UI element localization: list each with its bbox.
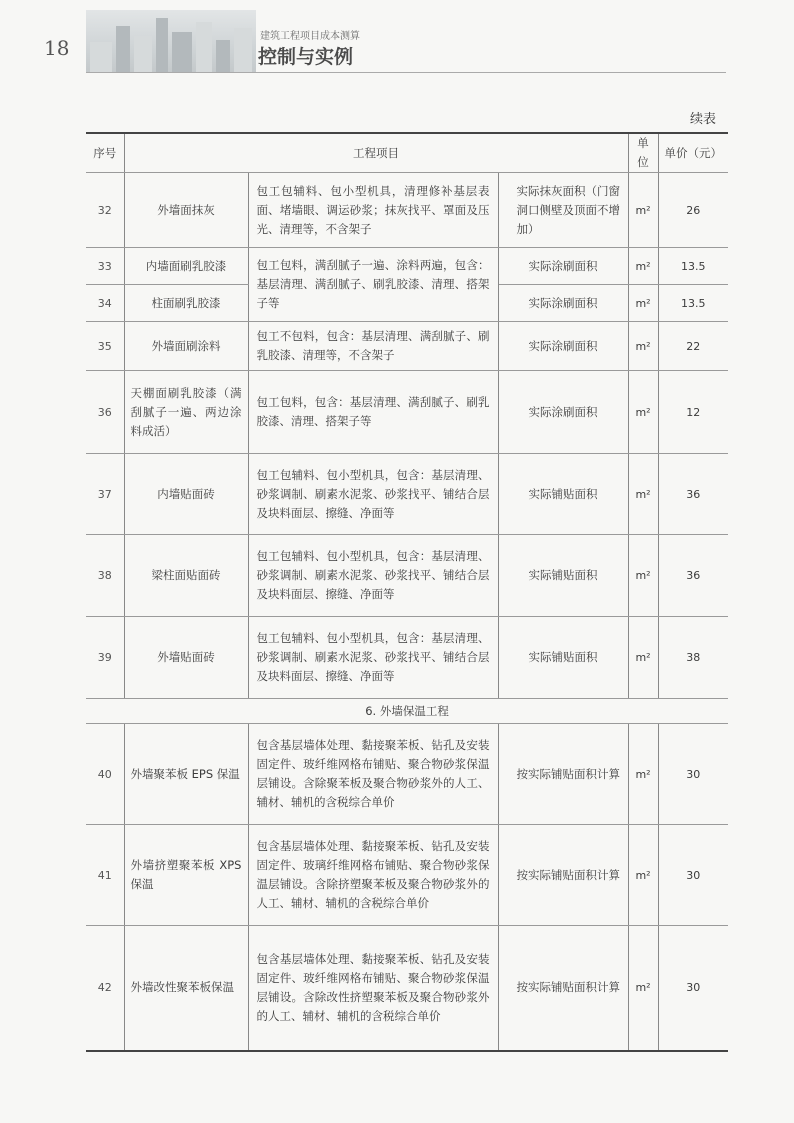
row-price: 22: [658, 322, 728, 371]
row-no: 42: [86, 926, 124, 1051]
row-content: 包工不包料，包含：基层清理、满刮腻子、刷乳胶漆、清理等，不含架子: [248, 322, 498, 371]
row-name: 外墙面刷涂料: [124, 322, 248, 371]
row-unit: m²: [628, 248, 658, 285]
table-row: [86, 825, 728, 926]
row-price: 38: [658, 617, 728, 699]
row-unit: m²: [628, 825, 658, 926]
row-name: 外墙改性聚苯板保温: [124, 926, 248, 1051]
row-quantity-rule: 按实际铺贴面积计算: [498, 825, 628, 926]
row-no: 38: [86, 535, 124, 617]
row-price: 30: [658, 825, 728, 926]
cost-table: [86, 132, 728, 1052]
table-row: [86, 248, 728, 285]
row-quantity-rule: 实际铺贴面积: [498, 617, 628, 699]
row-quantity-rule: 实际涂刷面积: [498, 322, 628, 371]
section-title: 6. 外墙保温工程: [86, 699, 728, 724]
row-price: 13.5: [658, 248, 728, 285]
row-unit: m²: [628, 724, 658, 825]
row-price: 12: [658, 371, 728, 454]
row-no: 37: [86, 454, 124, 535]
row-no: 34: [86, 285, 124, 322]
row-name: 外墙挤塑聚苯板 XPS 保温: [124, 825, 248, 926]
row-content: 包含基层墙体处理、黏接聚苯板、钻孔及安装固定件、玻纤维网格布铺贴、聚合物砂浆保温层铺设。含除改性挤塑聚苯板及聚合物砂浆外的人工、辅材、辅机的含税综合单价: [248, 926, 498, 1051]
row-content: 包工包辅料、包小型机具，清理修补基层表面、堵墙眼、调运砂浆；抹灰找平、罩面及压光、清理等，不含架子: [248, 173, 498, 248]
row-content: 包工包辅料、包小型机具，包含：基层清理、砂浆调制、刷素水泥浆、砂浆找平、铺结合层及块料面层、擦缝、净面等: [248, 535, 498, 617]
row-name: 外墙贴面砖: [124, 617, 248, 699]
table-row: [86, 926, 728, 1051]
row-name: 柱面刷乳胶漆: [124, 285, 248, 322]
row-name: 天棚面刷乳胶漆（满刮腻子一遍、两边涂料成活）: [124, 371, 248, 454]
row-name: 外墙面抹灰: [124, 173, 248, 248]
header-divider: [86, 72, 726, 73]
table-row: [86, 454, 728, 535]
header-banner-image: [86, 10, 256, 72]
col-header-item: 工程项目: [124, 133, 628, 173]
row-price: 13.5: [658, 285, 728, 322]
row-no: 41: [86, 825, 124, 926]
row-name: 内墙面刷乳胶漆: [124, 248, 248, 285]
row-unit: m²: [628, 617, 658, 699]
row-quantity-rule: 按实际铺贴面积计算: [498, 926, 628, 1051]
row-no: 36: [86, 371, 124, 454]
row-unit: m²: [628, 173, 658, 248]
row-unit: m²: [628, 454, 658, 535]
table-row: [86, 535, 728, 617]
table-row: [86, 371, 728, 454]
row-price: 36: [658, 535, 728, 617]
row-unit: m²: [628, 926, 658, 1051]
series-title: 建筑工程项目成本测算: [260, 31, 360, 42]
continued-label: 续表: [689, 112, 716, 127]
row-unit: m²: [628, 285, 658, 322]
row-price: 30: [658, 724, 728, 825]
row-name: 梁柱面贴面砖: [124, 535, 248, 617]
row-content: 包工包辅料、包小型机具，包含：基层清理、砂浆调制、刷素水泥浆、砂浆找平、铺结合层及块料面层、擦缝、净面等: [248, 617, 498, 699]
section-row: [86, 699, 728, 724]
col-header-price: 单价（元）: [658, 133, 728, 173]
row-unit: m²: [628, 535, 658, 617]
row-quantity-rule: 实际铺贴面积: [498, 535, 628, 617]
page-header: [0, 0, 794, 78]
row-no: 32: [86, 173, 124, 248]
table-row: [86, 724, 728, 825]
book-title: 控制与实例: [258, 46, 354, 68]
table-row: [86, 617, 728, 699]
row-price: 30: [658, 926, 728, 1051]
table-row: [86, 322, 728, 371]
row-content: 包工包辅料、包小型机具，包含：基层清理、砂浆调制、刷素水泥浆、砂浆找平、铺结合层及块料面层、擦缝、净面等: [248, 454, 498, 535]
row-quantity-rule: 实际涂刷面积: [498, 371, 628, 454]
row-quantity-rule: 实际涂刷面积: [498, 285, 628, 322]
row-no: 35: [86, 322, 124, 371]
row-no: 39: [86, 617, 124, 699]
row-unit: m²: [628, 371, 658, 454]
row-price: 36: [658, 454, 728, 535]
row-content: 包含基层墙体处理、黏接聚苯板、钻孔及安装固定件、玻璃纤维网格布铺贴、聚合物砂浆保温层铺设。含除挤塑聚苯板及聚合物砂浆外的人工、辅材、辅机的含税综合单价: [248, 825, 498, 926]
row-name: 内墙贴面砖: [124, 454, 248, 535]
row-no: 33: [86, 248, 124, 285]
row-quantity-rule: 实际铺贴面积: [498, 454, 628, 535]
row-unit: m²: [628, 322, 658, 371]
table-header-row: [86, 133, 728, 173]
col-header-no: 序号: [86, 133, 124, 173]
row-name: 外墙聚苯板 EPS 保温: [124, 724, 248, 825]
page-number: 18: [44, 36, 70, 60]
row-no: 40: [86, 724, 124, 825]
row-price: 26: [658, 173, 728, 248]
row-content: 包工包料，满刮腻子一遍、涂料两遍，包含：基层清理、满刮腻子、刷乳胶漆、清理、搭架子等: [248, 248, 498, 322]
row-quantity-rule: 实际抹灰面积（门窗洞口侧壁及顶面不增加）: [498, 173, 628, 248]
row-content: 包含基层墙体处理、黏接聚苯板、钻孔及安装固定件、玻纤维网格布铺贴、聚合物砂浆保温层铺设。含除聚苯板及聚合物砂浆外的人工、辅材、辅机的含税综合单价: [248, 724, 498, 825]
row-content: 包工包料，包含：基层清理、满刮腻子、刷乳胶漆、清理、搭架子等: [248, 371, 498, 454]
row-quantity-rule: 实际涂刷面积: [498, 248, 628, 285]
col-header-unit: 单位: [628, 133, 658, 173]
table-row: [86, 173, 728, 248]
row-quantity-rule: 按实际铺贴面积计算: [498, 724, 628, 825]
